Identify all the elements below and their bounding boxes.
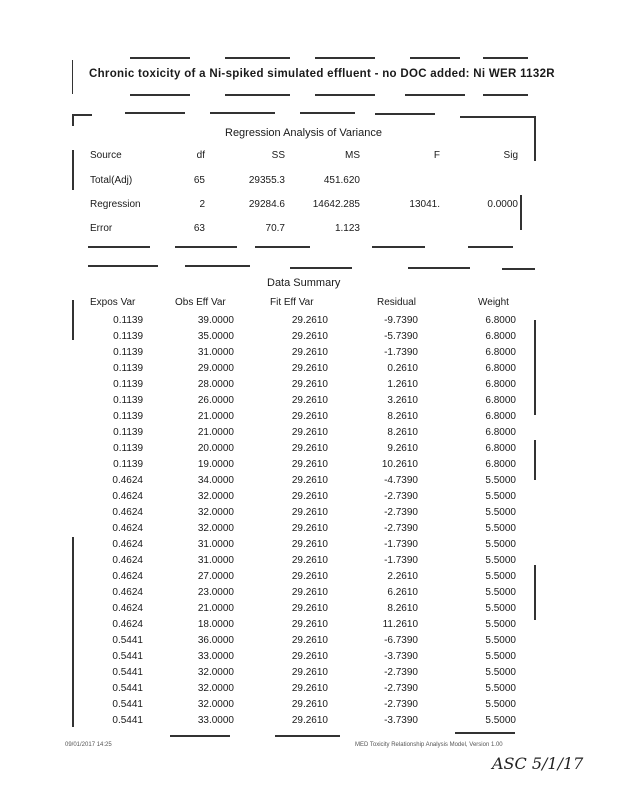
summary-cell: 6.8000 [485, 379, 516, 390]
summary-cell: 31.0000 [197, 347, 234, 358]
summary-cell: 0.4624 [112, 475, 143, 486]
summary-cell: 29.2610 [291, 347, 328, 358]
summary-cell: 29.2610 [291, 363, 328, 374]
summary-cell: 5.5000 [485, 475, 516, 486]
summary-cell: 8.2610 [387, 427, 418, 438]
summary-cell: -3.7390 [384, 715, 418, 726]
anova-header: Sig [503, 150, 518, 161]
summary-cell: 33.0000 [197, 715, 234, 726]
summary-cell: 6.8000 [485, 331, 516, 342]
summary-cell: 5.5000 [485, 491, 516, 502]
summary-cell: -2.7390 [384, 507, 418, 518]
summary-cell: 29.2610 [291, 379, 328, 390]
summary-cell: 33.0000 [197, 651, 234, 662]
summary-cell: 28.0000 [197, 379, 234, 390]
summary-cell: 35.0000 [197, 331, 234, 342]
anova-cell: 65 [193, 175, 205, 186]
anova-cell: 451.620 [323, 175, 360, 186]
summary-cell: 0.1139 [113, 459, 143, 470]
summary-cell: 0.1139 [113, 347, 143, 358]
summary-cell: -2.7390 [384, 667, 418, 678]
summary-cell: -2.7390 [384, 491, 418, 502]
summary-cell: 0.4624 [112, 555, 143, 566]
summary-cell: 0.1139 [113, 395, 143, 406]
summary-cell: 0.1139 [113, 427, 143, 438]
summary-cell: 0.5441 [112, 635, 143, 646]
summary-cell: 0.4624 [112, 587, 143, 598]
summary-cell: 6.8000 [485, 443, 516, 454]
summary-cell: -2.7390 [384, 699, 418, 710]
summary-cell: 3.2610 [387, 395, 418, 406]
summary-cell: 0.5441 [112, 683, 143, 694]
anova-header: SS [271, 150, 285, 161]
summary-cell: -9.7390 [384, 315, 418, 326]
anova-cell: Total(Adj) [90, 175, 133, 186]
summary-header: Residual [377, 297, 416, 308]
summary-cell: 6.2610 [387, 587, 418, 598]
summary-cell: 0.5441 [112, 667, 143, 678]
summary-cell: 5.5000 [485, 587, 516, 598]
summary-cell: 6.8000 [485, 459, 516, 470]
summary-cell: 29.2610 [291, 651, 328, 662]
summary-cell: 20.0000 [197, 443, 234, 454]
summary-cell: 27.0000 [197, 571, 234, 582]
footer-date: 09/01/2017 14:25 [65, 742, 112, 748]
summary-cell: 32.0000 [197, 667, 234, 678]
summary-cell: 32.0000 [197, 523, 234, 534]
summary-cell: -1.7390 [384, 555, 418, 566]
summary-cell: 0.4624 [112, 539, 143, 550]
summary-cell: 32.0000 [197, 507, 234, 518]
summary-cell: 29.2610 [291, 507, 328, 518]
summary-cell: 29.2610 [291, 539, 328, 550]
summary-cell: 23.0000 [197, 587, 234, 598]
summary-cell: 39.0000 [197, 315, 234, 326]
summary-cell: 0.4624 [112, 491, 143, 502]
summary-cell: 31.0000 [197, 555, 234, 566]
footer-software: MED Toxicity Relationship Analysis Model, Version 1.00 [355, 742, 503, 748]
summary-cell: 5.5000 [485, 619, 516, 630]
summary-cell: 5.5000 [485, 539, 516, 550]
summary-cell: 32.0000 [197, 699, 234, 710]
summary-cell: 6.8000 [485, 411, 516, 422]
summary-cell: 29.2610 [291, 491, 328, 502]
summary-cell: 11.2610 [382, 619, 418, 630]
summary-cell: 5.5000 [485, 523, 516, 534]
summary-cell: 6.8000 [485, 315, 516, 326]
summary-cell: 8.2610 [387, 603, 418, 614]
summary-cell: 5.5000 [485, 507, 516, 518]
summary-cell: 32.0000 [197, 683, 234, 694]
anova-header: F [433, 150, 440, 161]
summary-cell: 26.0000 [197, 395, 234, 406]
summary-cell: 29.2610 [291, 699, 328, 710]
summary-header: Expos Var [90, 297, 136, 308]
summary-cell: 29.2610 [291, 603, 328, 614]
anova-cell: 14642.285 [312, 199, 360, 210]
summary-cell: 0.4624 [112, 603, 143, 614]
summary-cell: 21.0000 [197, 427, 234, 438]
summary-cell: 21.0000 [197, 603, 234, 614]
anova-header: MS [345, 150, 360, 161]
summary-cell: 6.8000 [485, 395, 516, 406]
summary-cell: 0.1139 [113, 315, 143, 326]
summary-cell: 5.5000 [485, 667, 516, 678]
summary-cell: 5.5000 [485, 555, 516, 566]
summary-cell: 0.1139 [113, 411, 143, 422]
summary-cell: 9.2610 [387, 443, 418, 454]
anova-cell: 2 [199, 199, 205, 210]
summary-header: Obs Eff Var [175, 297, 226, 308]
summary-header: Fit Eff Var [270, 297, 314, 308]
anova-cell: 1.123 [334, 223, 360, 234]
summary-cell: 1.2610 [387, 379, 418, 390]
summary-cell: 0.1139 [113, 331, 143, 342]
summary-cell: 2.2610 [387, 571, 418, 582]
summary-cell: 29.2610 [291, 635, 328, 646]
summary-cell: -3.7390 [384, 651, 418, 662]
summary-cell: 29.2610 [291, 715, 328, 726]
anova-cell: 0.0000 [487, 199, 518, 210]
summary-cell: 29.2610 [291, 555, 328, 566]
summary-cell: 8.2610 [387, 411, 418, 422]
anova-cell: 70.7 [265, 223, 285, 234]
summary-cell: 5.5000 [485, 603, 516, 614]
summary-cell: 29.2610 [291, 587, 328, 598]
summary-cell: 6.8000 [485, 363, 516, 374]
anova-cell: 29284.6 [248, 199, 285, 210]
summary-cell: 0.5441 [112, 651, 143, 662]
summary-cell: 6.8000 [485, 347, 516, 358]
summary-cell: 0.5441 [112, 699, 143, 710]
page-title: Chronic toxicity of a Ni-spiked simulated effluent - no DOC added: Ni WER 1132R [89, 68, 555, 80]
summary-cell: 34.0000 [197, 475, 234, 486]
summary-cell: 0.4624 [112, 507, 143, 518]
summary-cell: 29.2610 [291, 443, 328, 454]
summary-cell: 0.2610 [387, 363, 418, 374]
summary-cell: -2.7390 [384, 683, 418, 694]
summary-cell: 29.2610 [291, 315, 328, 326]
summary-cell: 32.0000 [197, 491, 234, 502]
summary-cell: 29.2610 [291, 411, 328, 422]
anova-cell: 29355.3 [248, 175, 285, 186]
summary-cell: 0.5441 [112, 715, 143, 726]
summary-cell: 0.4624 [112, 619, 143, 630]
summary-cell: 29.2610 [291, 619, 328, 630]
summary-cell: 29.0000 [197, 363, 234, 374]
summary-cell: -1.7390 [384, 539, 418, 550]
anova-cell: Regression [90, 199, 141, 210]
summary-cell: 5.5000 [485, 651, 516, 662]
summary-cell: 5.5000 [485, 715, 516, 726]
summary-cell: 19.0000 [197, 459, 234, 470]
summary-cell: 29.2610 [291, 459, 328, 470]
summary-cell: 0.4624 [112, 571, 143, 582]
summary-cell: -4.7390 [384, 475, 418, 486]
summary-cell: 29.2610 [291, 427, 328, 438]
summary-header: Weight [478, 297, 509, 308]
summary-cell: 0.1139 [113, 363, 143, 374]
summary-cell: 5.5000 [485, 699, 516, 710]
summary-cell: 29.2610 [291, 667, 328, 678]
anova-cell: 13041. [409, 199, 440, 210]
summary-cell: -2.7390 [384, 523, 418, 534]
summary-cell: -5.7390 [384, 331, 418, 342]
anova-header: Source [90, 150, 122, 161]
summary-cell: 29.2610 [291, 523, 328, 534]
anova-cell: 63 [193, 223, 205, 234]
summary-cell: 31.0000 [197, 539, 234, 550]
summary-cell: 0.1139 [113, 443, 143, 454]
summary-cell: 29.2610 [291, 395, 328, 406]
summary-cell: 6.8000 [485, 427, 516, 438]
title-box [72, 60, 555, 94]
summary-cell: 0.4624 [112, 523, 143, 534]
summary-cell: 10.2610 [381, 459, 418, 470]
handwritten-signature: ASC 5/1/17 [492, 754, 584, 773]
summary-cell: 21.0000 [197, 411, 234, 422]
summary-cell: 18.0000 [197, 619, 234, 630]
summary-cell: 5.5000 [485, 635, 516, 646]
summary-cell: 29.2610 [291, 571, 328, 582]
summary-cell: 29.2610 [291, 683, 328, 694]
anova-header: df [196, 150, 205, 161]
anova-cell: Error [90, 223, 113, 234]
summary-cell: 5.5000 [485, 683, 516, 694]
summary-cell: 29.2610 [291, 331, 328, 342]
summary-cell: 36.0000 [197, 635, 234, 646]
summary-cell: 0.1139 [113, 379, 143, 390]
summary-cell: -1.7390 [384, 347, 418, 358]
summary-cell: 5.5000 [485, 571, 516, 582]
summary-cell: -6.7390 [384, 635, 418, 646]
summary-title: Data Summary [267, 277, 341, 289]
anova-title: Regression Analysis of Variance [225, 127, 382, 139]
summary-cell: 29.2610 [291, 475, 328, 486]
